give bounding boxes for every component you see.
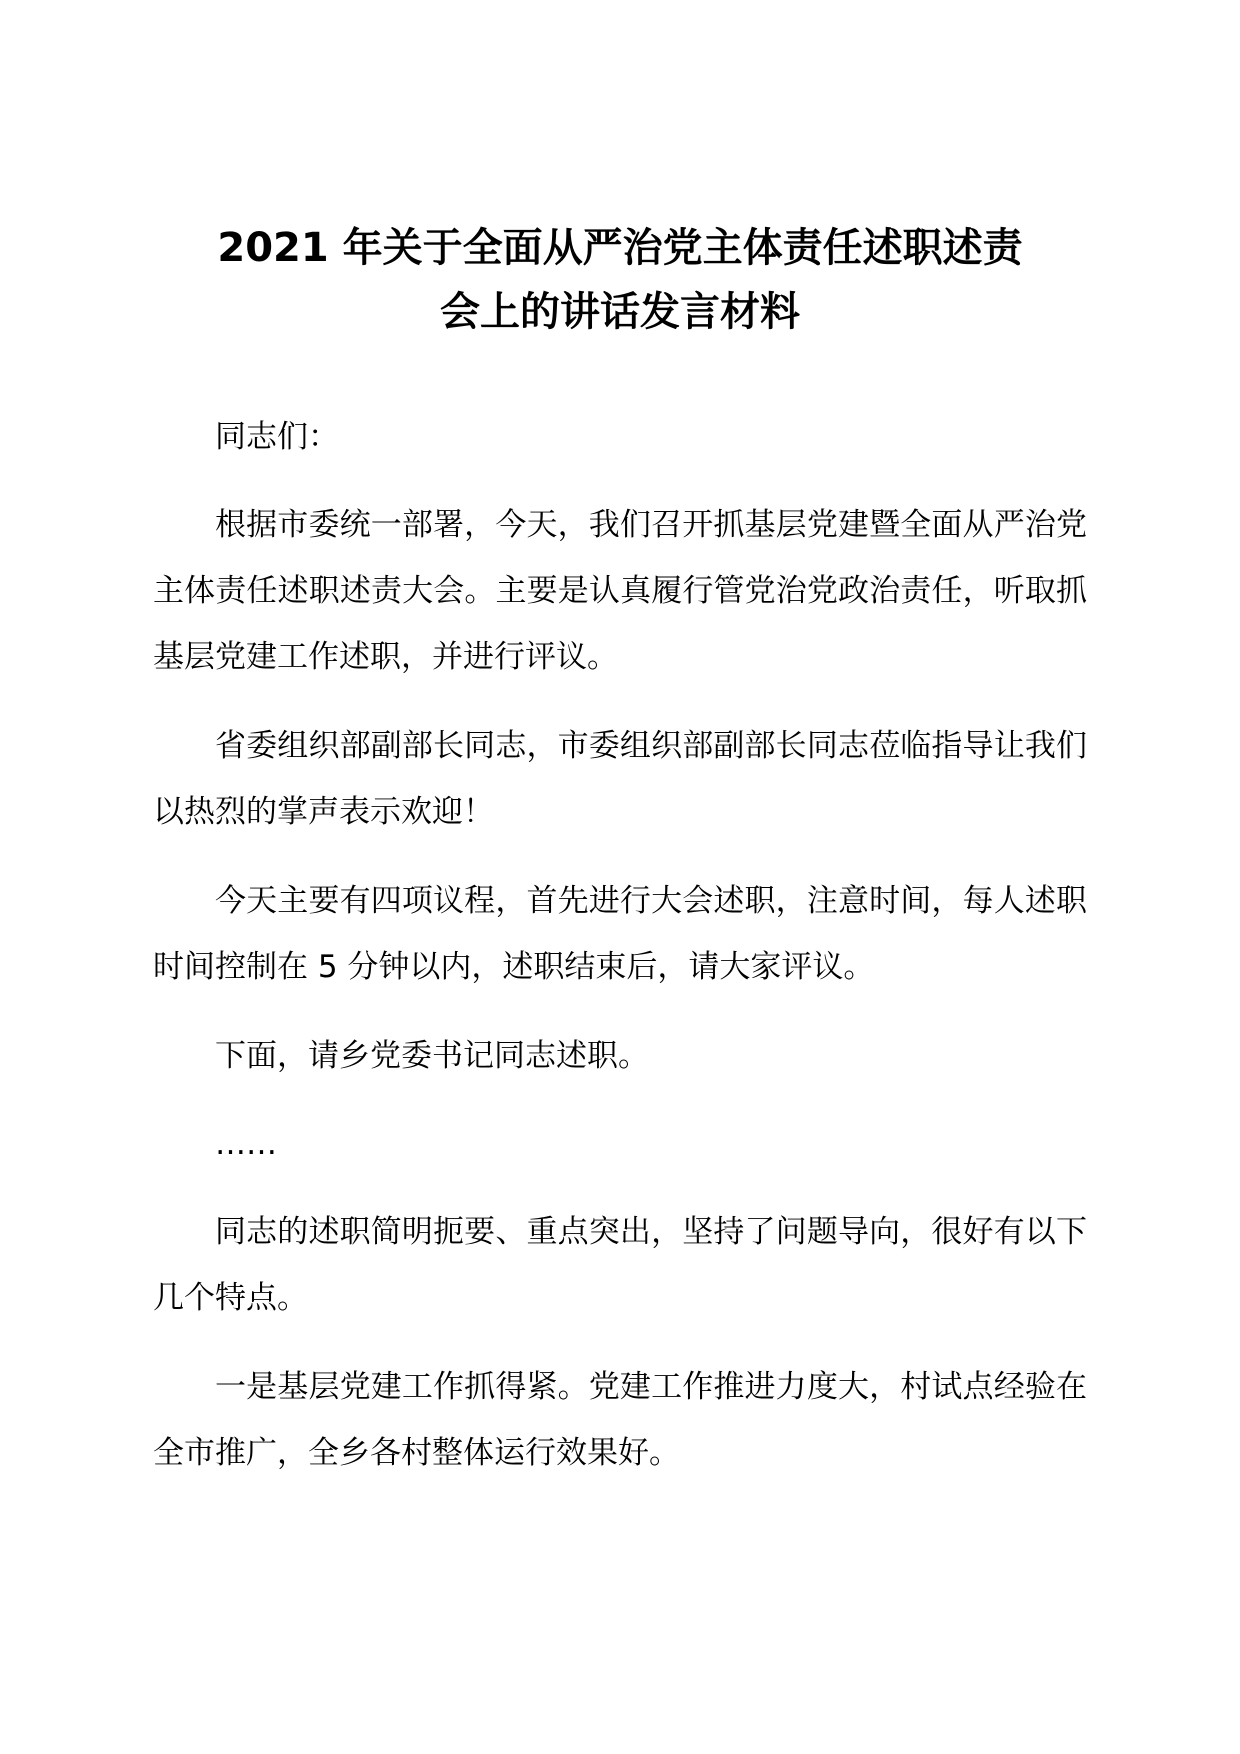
body-paragraph: 一是基层党建工作抓得紧。党建工作推进力度大，村试点经验在全市推广，全乡各村整体运行效果好。 <box>153 1369 1087 1471</box>
body-paragraph: 省委组织部副部长同志，市委组织部副部长同志莅临指导让我们以热烈的掌声表示欢迎！ <box>153 728 1087 830</box>
body-paragraph: 同志的述职简明扼要、重点突出，坚持了问题导向，很好有以下几个特点。 <box>153 1214 1087 1316</box>
ellipsis-paragraph: …… <box>215 1126 277 1162</box>
body-paragraph: 下面，请乡党委书记同志述职。 <box>215 1038 649 1074</box>
body-paragraph: 根据市委统一部署，今天，我们召开抓基层党建暨全面从严治党主体责任述职述责大会。主要是认真履行管党治党政治责任，听取抓基层党建工作述职，并进行评议。 <box>153 507 1087 675</box>
document-title <box>150 216 1090 344</box>
title-line-2: 会上的讲话发言材料 <box>440 289 800 335</box>
salutation-paragraph: 同志们： <box>215 419 339 455</box>
body-paragraph: 今天主要有四项议程，首先进行大会述职，注意时间，每人述职时间控制在 5 分钟以内，述职结束后，请大家评议。 <box>153 883 1087 985</box>
document-body <box>153 404 1087 1509</box>
title-line-1: 2021 年关于全面从严治党主体责任述职述责 <box>217 225 1023 271</box>
